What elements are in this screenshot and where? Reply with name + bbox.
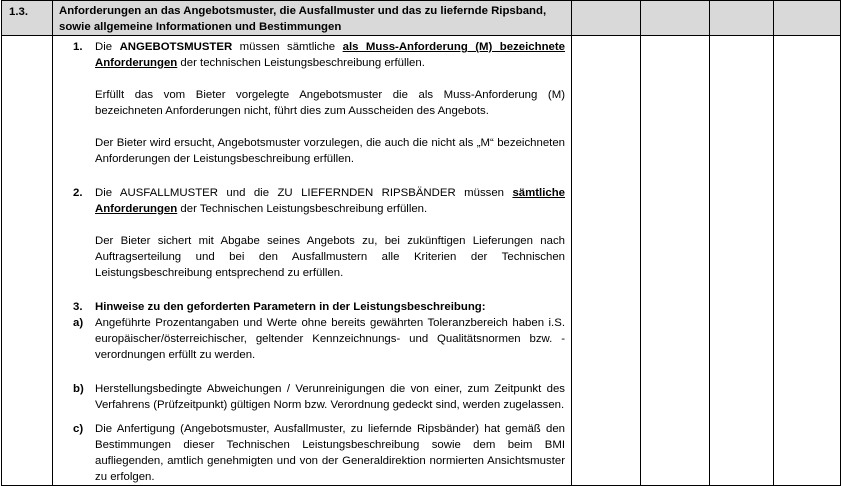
item-paragraph: Der Bieter sichert mit Abgabe seines Angebots zu, bei zukünftigen Lieferungen nach Auftragserteilung und bei den Ausfallmustern alle Kriterien der Technischen Leistungsbeschreibung entsprechend zu erfüllen.	[95, 235, 565, 279]
empty-cell	[572, 36, 641, 486]
sub-item-label: c)	[73, 423, 84, 435]
sub-item-text: Angeführte Prozentangaben und Werte ohne bereits gewährten Toleranzbereich haben i.S. europäischer/österreichischer, geltender Kennzeichnungs- und Qualitätsnormen bzw. -verordnungen erfüllt zu werden.	[95, 317, 565, 361]
item-paragraph: Erfüllt das vom Bieter vorgelegte Angebotsmuster die als Muss-Anforderung (M) bezeichneten Anforderungen nicht, führt dies zum Ausscheiden des Angebots.	[95, 89, 565, 117]
item-paragraph: Die AUSFALLMUSTER und die ZU LIEFERNDEN RIPSBÄNDER müssen sämtliche Anforderungen der Technischen Leistungsbeschreibung erfüllen.	[95, 187, 565, 215]
empty-cell	[774, 36, 841, 486]
item-number: 3.	[73, 301, 83, 313]
sub-item-c	[73, 421, 565, 485]
section-number: 1.3.	[2, 1, 53, 36]
emphasis-underlined-text: als Muss-Anforderung (M) bezeichnete Anforderungen	[95, 41, 565, 69]
empty-cell	[572, 1, 641, 36]
sub-item-a	[73, 315, 565, 363]
empty-cell	[641, 36, 710, 486]
emphasis-underlined-text: sämtliche Anforderungen	[95, 187, 565, 215]
sub-item-b	[73, 381, 565, 413]
section-body-row	[2, 36, 841, 486]
section-header-row	[2, 1, 841, 36]
list-item-2	[73, 185, 565, 281]
section-title: Anforderungen an das Angebotsmuster, die Ausfallmuster und das zu liefernde Ripsband, sowie allgemeine Informationen und Bestimmungen	[53, 1, 572, 36]
item-paragraph: Der Bieter wird ersucht, Angebotsmuster vorzulegen, die auch die nicht als „M“ bezeichneten Anforderungen der Leistungsbeschreibung erfüllen.	[95, 137, 565, 165]
list-item-1	[73, 39, 565, 167]
sub-item-text: Herstellungsbedingte Abweichungen / Verunreinigungen die von einer, zum Zeitpunkt des Verfahrens (Prüfzeitpunkt) gültigen Norm bzw. Verordnung gedeckt sind, werden zugelassen.	[95, 383, 565, 411]
item-heading: Hinweise zu den geforderten Parametern in der Leistungsbeschreibung:	[95, 301, 486, 313]
empty-cell	[710, 1, 774, 36]
sub-item-label: b)	[73, 383, 84, 395]
empty-cell	[710, 36, 774, 486]
requirements-table	[1, 0, 841, 486]
list-item-3	[73, 299, 565, 315]
empty-cell	[774, 1, 841, 36]
item-number: 1.	[73, 41, 83, 53]
section-body	[53, 36, 572, 486]
emphasis-text: ANGEBOTSMUSTER	[119, 41, 233, 53]
item-paragraph: Die ANGEBOTSMUSTER müssen sämtliche als Muss-Anforderung (M) bezeichnete Anforderungen der technischen Leistungsbeschreibung erfüllen.	[95, 41, 565, 69]
empty-cell	[2, 36, 53, 486]
empty-cell	[641, 1, 710, 36]
sub-item-label: a)	[73, 317, 84, 329]
item-number: 2.	[73, 187, 83, 199]
sub-item-text: Die Anfertigung (Angebotsmuster, Ausfallmuster, zu liefernde Ripsbänder) hat gemäß den Bestimmungen dieser Technischen Leistungsbeschreibung sowie dem beim BMI aufliegenden, amtlich genehmigten und von der Generaldirektion normierten Ansichtsmuster zu erfolgen.	[95, 423, 565, 483]
